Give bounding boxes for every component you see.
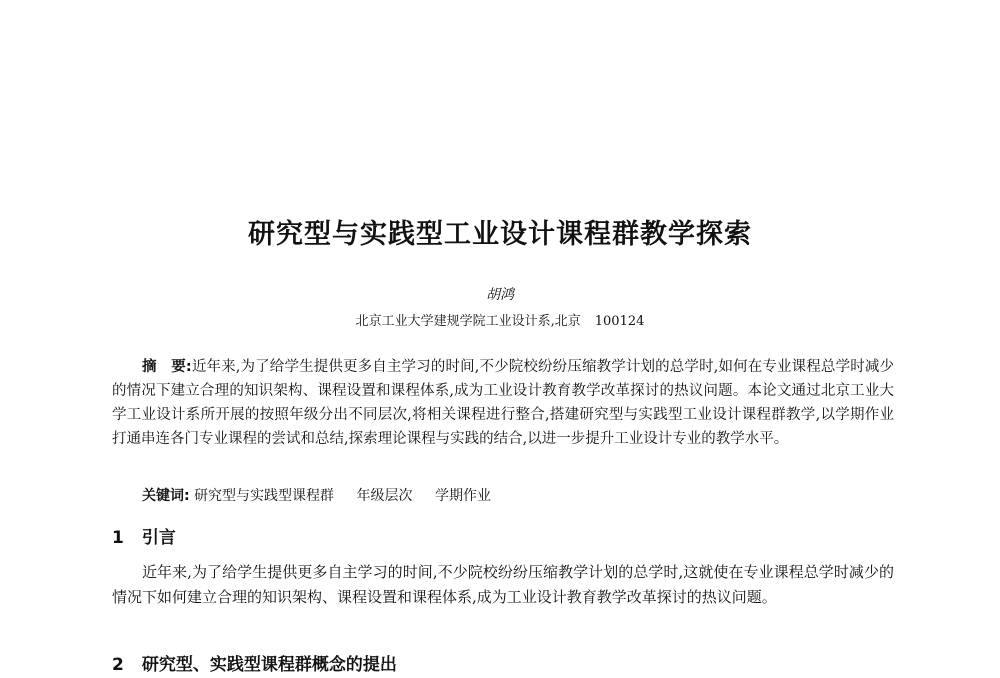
introduction-paragraph: 近年来,为了给学生提供更多自主学习的时间,不少院校纷纷压缩教学计划的总学时,这就使在专业课程总学时减少的情况下如何建立合理的知识架构、课程设置和课程体系,成为工业设计教育教学改革探讨的热议问题。 <box>112 563 894 606</box>
keyword-item: 学期作业 <box>434 488 491 504</box>
abstract-text: 近年来,为了给学生提供更多自主学习的时间,不少院校纷纷压缩教学计划的总学时,如何在专业课程总学时减少的情况下建立合理的知识架构、课程设置和课程体系,成为工业设计教育教学改革探讨的热议问题。本论文通过北京工业大学工业设计系所开展的按照年级分出不同层次,将相关课程进行整合,搭建研究型与实践型工业设计课程群教学,以学期作业打通串连各门专业课程的尝试和总结,探索理论课程与实践的结合,以进一步提升工业设计专业的教学水平。 <box>112 359 894 447</box>
postcode: 100124 <box>594 314 645 329</box>
section-heading-introduction <box>112 523 176 548</box>
keywords <box>142 485 509 505</box>
keywords-label: 关键词: <box>142 488 190 504</box>
section-number: 2 <box>112 655 124 675</box>
keyword-item: 研究型与实践型课程群 <box>194 488 335 504</box>
section-title: 研究型、实践型课程群概念的提出 <box>141 655 397 675</box>
author-name: 胡鸿 <box>486 287 514 303</box>
author-affiliation <box>0 310 1000 329</box>
section-title: 引言 <box>141 528 176 548</box>
affiliation-text: 北京工业大学建规学院工业设计系,北京 <box>355 314 581 329</box>
abstract <box>112 355 894 451</box>
section-heading-concept <box>112 650 397 675</box>
section-number: 1 <box>112 528 124 548</box>
keyword-item: 年级层次 <box>356 488 413 504</box>
paper-title: 研究型与实践型工业设计课程群教学探索 <box>248 219 752 250</box>
abstract-label: 摘 要: <box>142 359 192 375</box>
